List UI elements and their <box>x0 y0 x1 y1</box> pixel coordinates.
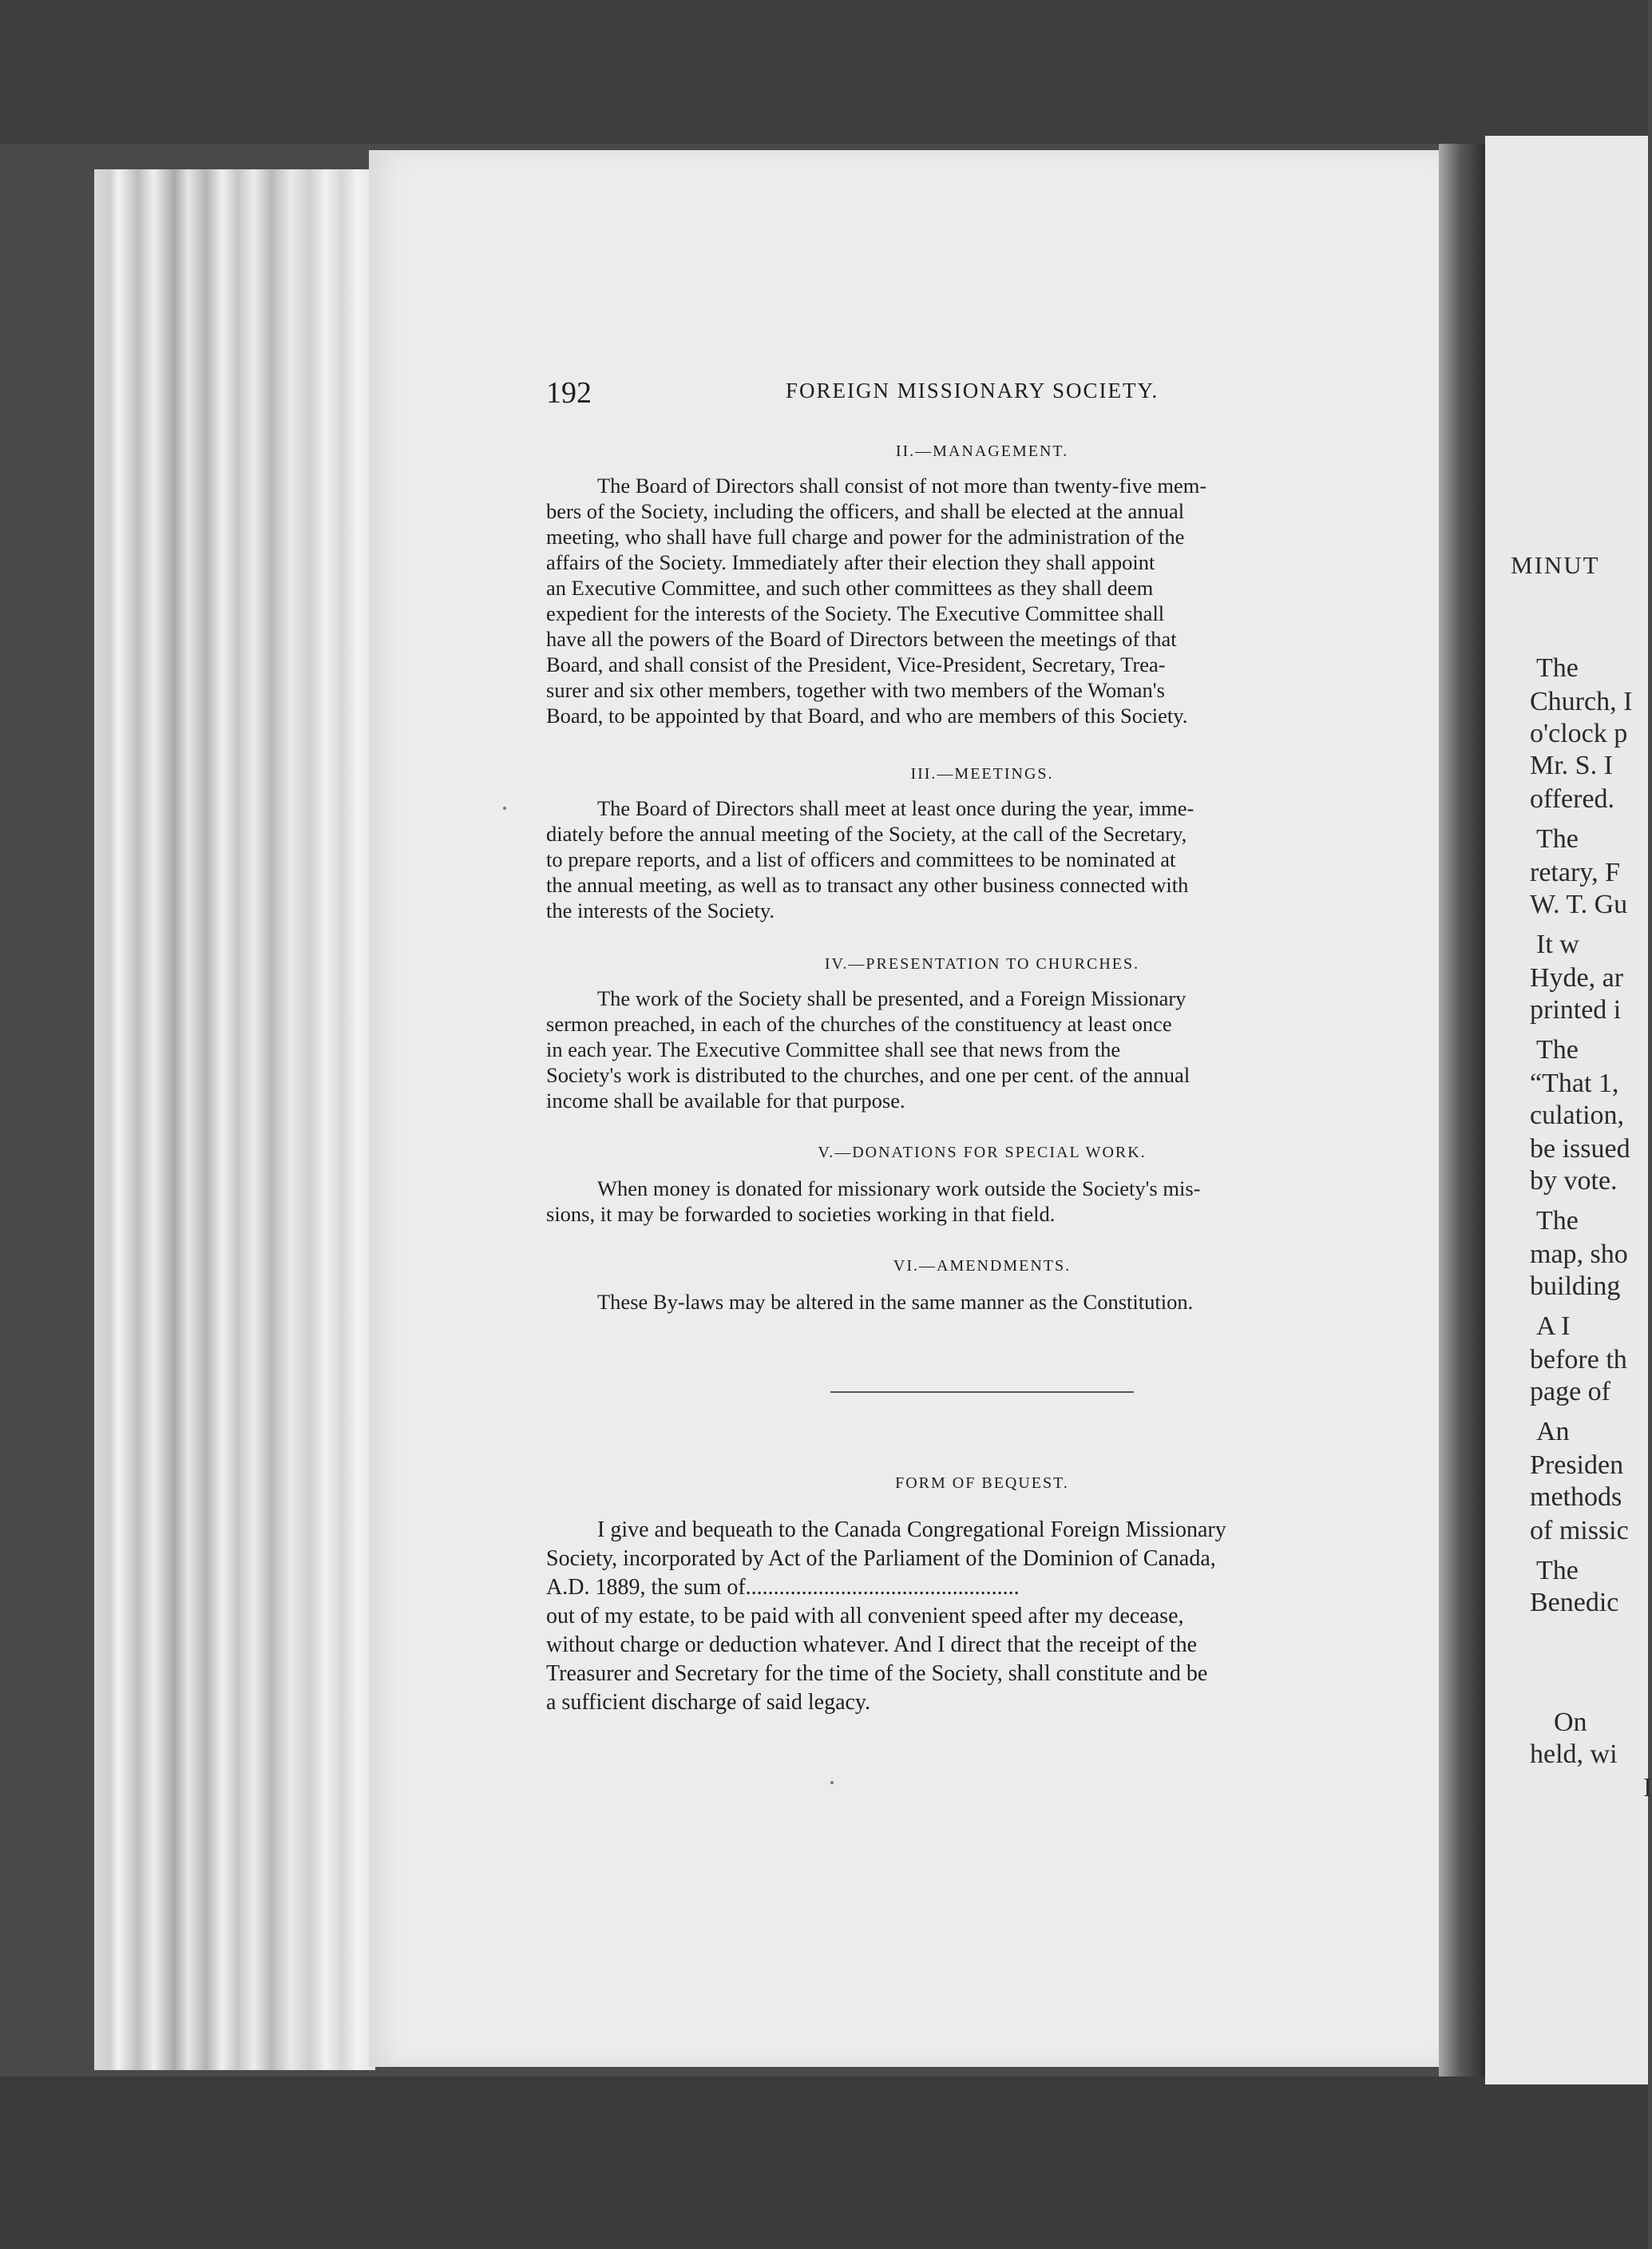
right-page-line: retary, F <box>1530 858 1620 887</box>
text-line: Board, to be appointed by that Board, and who are members of this Society. <box>546 704 1188 728</box>
book-gutter <box>1439 144 1485 2076</box>
right-page-line: It w <box>1536 930 1579 959</box>
text-line: to prepare reports, and a list of officers and committees to be nominated at <box>546 847 1176 871</box>
text-line: without charge or deduction whatever. And I direct that the receipt of the <box>546 1632 1198 1657</box>
right-page <box>1485 136 1652 2084</box>
text-line: Board, and shall consist of the President, Vice-President, Secretary, Trea- <box>546 652 1166 676</box>
text-line: income shall be available for that purpose. <box>546 1089 905 1113</box>
right-page-line: Benedic <box>1530 1588 1619 1617</box>
section-body-meetings <box>546 795 1416 923</box>
text-line: an Executive Committee, and such other committees as they shall deem <box>546 576 1154 600</box>
text-line: Society, incorporated by Act of the Parliament of the Dominion of Canada, <box>546 1546 1216 1571</box>
section-heading-donations: V.—DONATIONS FOR SPECIAL WORK. <box>818 1144 1147 1161</box>
text-line: The work of the Society shall be presented, and a Foreign Missionary <box>597 986 1187 1010</box>
right-page-line: The <box>1536 1206 1579 1236</box>
right-page-line: W. T. Gu <box>1530 890 1628 919</box>
right-page-line: methods <box>1530 1482 1622 1512</box>
text-line: sermon preached, in each of the churches of the constituency at least once <box>546 1012 1172 1036</box>
right-page-line: building <box>1530 1271 1621 1301</box>
text-line: The Board of Directors shall meet at least once during the year, imme- <box>597 796 1194 820</box>
right-page-line: be issued <box>1530 1134 1630 1164</box>
ink-speck <box>503 807 506 810</box>
text-line: a sufficient discharge of said legacy. <box>546 1690 871 1715</box>
text-line: I give and bequeath to the Canada Congregational Foreign Missionary <box>597 1517 1226 1542</box>
bequest-heading: FORM OF BEQUEST. <box>895 1474 1069 1492</box>
right-page-line: printed i <box>1530 995 1622 1025</box>
page-number: 192 <box>546 376 592 410</box>
right-page-line: map, sho <box>1530 1240 1628 1269</box>
right-page-heading: MINUT <box>1511 551 1600 579</box>
right-page-line: An <box>1536 1417 1570 1446</box>
right-page-line: Hyde, ar <box>1530 963 1624 993</box>
right-page-line: The <box>1536 824 1579 854</box>
section-heading-amendments: VI.—AMENDMENTS. <box>893 1257 1072 1275</box>
page-edges <box>94 169 375 2070</box>
right-page-line: page of <box>1530 1377 1611 1406</box>
text-line: When money is donated for missionary work outside the Society's mis- <box>597 1176 1201 1200</box>
background-top <box>0 0 1648 144</box>
text-line: affairs of the Society. Immediately after their election they shall appoint <box>546 550 1155 574</box>
right-page-line: by vote. <box>1530 1166 1618 1196</box>
right-page-line: On <box>1554 1708 1587 1737</box>
text-line: sions, it may be forwarded to societies working in that field. <box>546 1202 1056 1226</box>
text-line: out of my estate, to be paid with all convenient speed after my decease, <box>546 1604 1184 1628</box>
text-line: the annual meeting, as well as to transact any other business connected with <box>546 873 1189 897</box>
text-line: expedient for the interests of the Society. The Executive Committee shall <box>546 601 1165 625</box>
right-page-line: before th <box>1530 1345 1627 1374</box>
right-page-line: I <box>1643 1773 1652 1803</box>
section-body-amendments <box>546 1289 1416 1315</box>
text-line: meeting, who shall have full charge and power for the administration of the <box>546 525 1185 549</box>
right-page-line: offered. <box>1530 784 1615 814</box>
section-body-management <box>546 473 1416 728</box>
text-line: the interests of the Society. <box>546 898 775 922</box>
text-line: Society's work is distributed to the churches, and one per cent. of the annual <box>546 1063 1190 1087</box>
right-page-line: Church, I <box>1530 687 1633 716</box>
ink-speck <box>830 1781 834 1784</box>
text-line: diately before the annual meeting of the Society, at the call of the Secretary, <box>546 822 1187 846</box>
bequest-body <box>546 1516 1421 1717</box>
right-page-line: A I <box>1536 1311 1571 1341</box>
text-line: bers of the Society, including the officers, and shall be elected at the annual <box>546 499 1185 523</box>
divider-rule <box>830 1391 1134 1393</box>
section-heading-meetings: III.—MEETINGS. <box>910 765 1054 783</box>
right-page-line: o'clock p <box>1530 719 1628 748</box>
section-heading-management: II.—MANAGEMENT. <box>895 442 1069 460</box>
section-body-presentation <box>546 986 1416 1113</box>
text-line: surer and six other members, together with two members of the Woman's <box>546 678 1165 702</box>
text-line: Treasurer and Secretary for the time of the Society, shall constitute and be <box>546 1661 1208 1686</box>
text-line: The Board of Directors shall consist of not more than twenty-five mem- <box>597 474 1207 498</box>
right-page-line: The <box>1536 653 1579 683</box>
right-page-line: The <box>1536 1035 1579 1065</box>
right-page-line: “That 1, <box>1530 1069 1619 1098</box>
right-page-line: The <box>1536 1556 1579 1585</box>
text-line: A.D. 1889, the sum of................................................. <box>546 1575 1020 1600</box>
section-heading-presentation: IV.—PRESENTATION TO CHURCHES. <box>824 955 1140 973</box>
text-line: These By-laws may be altered in the same manner as the Constitution. <box>597 1290 1194 1314</box>
right-page-line: culation, <box>1530 1101 1625 1130</box>
right-page-line: Presiden <box>1530 1450 1624 1480</box>
right-page-line: of missic <box>1530 1516 1629 1545</box>
section-body-donations <box>546 1176 1416 1227</box>
background-bottom <box>0 2076 1648 2249</box>
right-page-line: Mr. S. I <box>1530 751 1613 780</box>
running-head: FOREIGN MISSIONARY SOCIETY. <box>786 379 1159 403</box>
text-line: in each year. The Executive Committee shall see that news from the <box>546 1037 1121 1061</box>
right-page-line: held, wi <box>1530 1739 1618 1769</box>
text-line: have all the powers of the Board of Directors between the meetings of that <box>546 627 1177 651</box>
